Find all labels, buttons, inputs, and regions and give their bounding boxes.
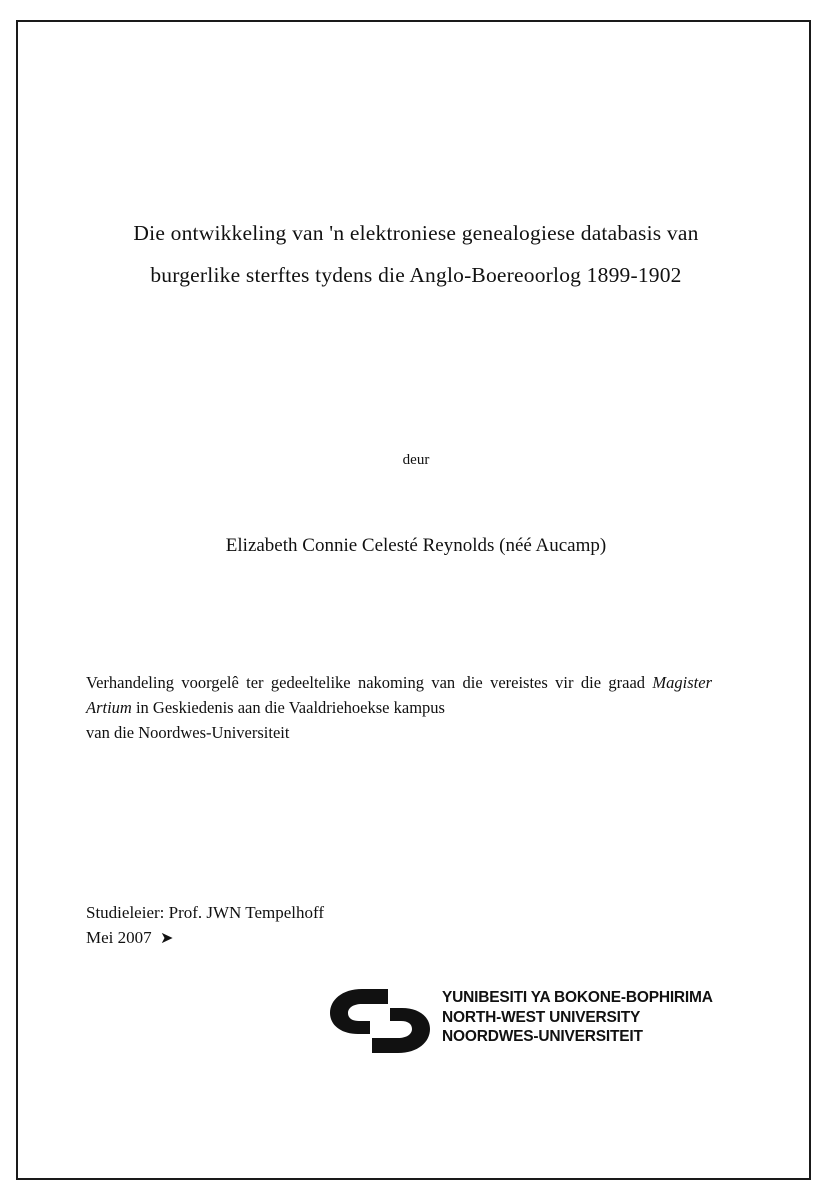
date-text: Mei 2007 [86,928,152,947]
degree-name-italic: Magister Artium [86,673,712,717]
page-content [86,20,746,1180]
title-line-2: burgerlike sterftes tydens die Anglo-Boereoorlog 1899-1902 [150,263,682,287]
date-annotation-mark: ➤ [160,930,174,947]
logo-text-line-1: YUNIBESITI YA BOKONE-BOPHIRIMA [442,989,713,1006]
degree-statement-last-line: van die Noordwes-Universiteit [86,723,290,742]
logo-text-line-3: NOORDWES-UNIVERSITEIT [442,1028,643,1045]
north-west-university-logo-icon [326,987,434,1055]
supervisor-line: Studieleier: Prof. JWN Tempelhoff [86,903,325,922]
logo-text-line-2: NORTH-WEST UNIVERSITY [442,1008,641,1026]
university-logo [254,982,713,1062]
page-title [86,212,746,296]
degree-statement [86,670,712,745]
author-name: Elizabeth Connie Celesté Reynolds (néé Aucamp) [225,535,607,556]
degree-statement-part1: Verhandeling voorgelê ter gedeeltelike nakoming van die vereistes vir die graad [86,673,653,692]
logo-text [442,988,713,1047]
title-line-1: Die ontwikkeling van 'n elektroniese genealogiese databasis van [133,221,699,245]
degree-statement-part2: in Geskiedenis aan die Vaaldriehoekse kampus [131,698,445,717]
supervisor-block [86,900,646,950]
date-line [86,925,646,950]
author-preposition: deur [402,452,430,468]
